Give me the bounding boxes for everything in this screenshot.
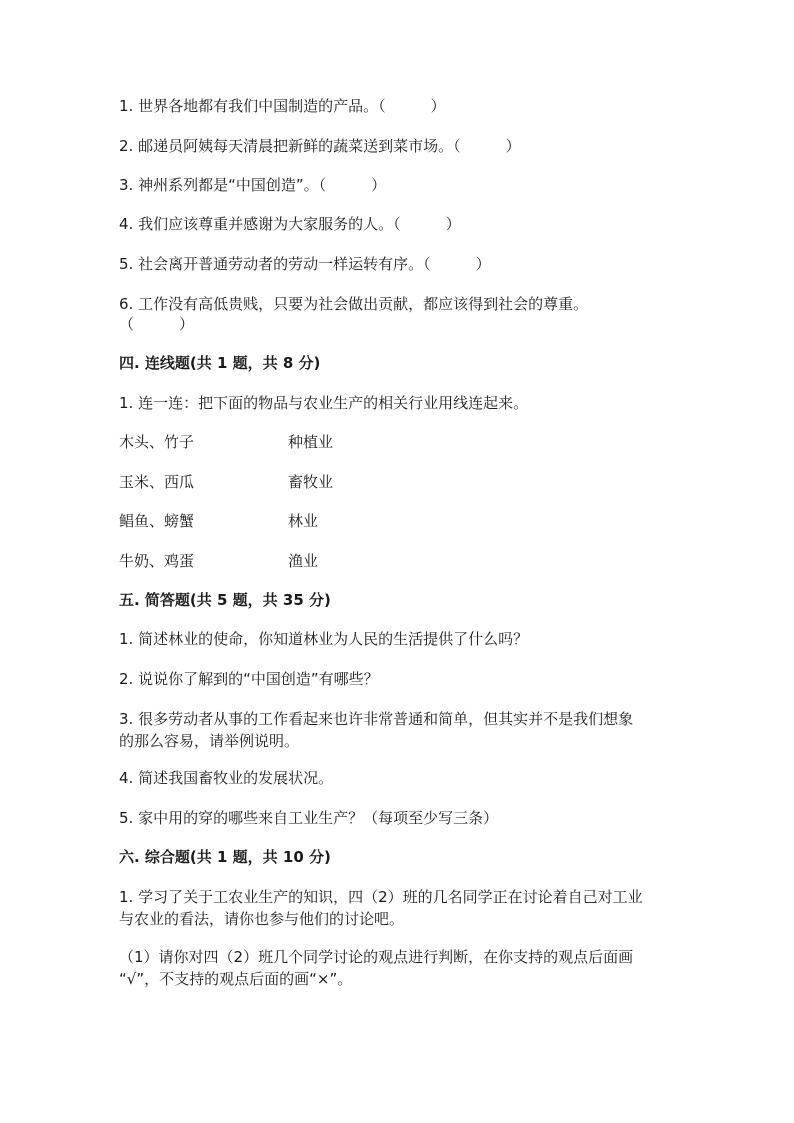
section-heading-matching: 四. 连线题(共 1 题，共 8 分)	[119, 354, 321, 372]
comprehensive-q1-line2: 与农业的看法，请你也参与他们的讨论吧。	[119, 910, 405, 928]
short-answer-q5: 5. 家中用的穿的哪些来自工业生产？（每项至少写三条）	[119, 809, 499, 827]
judgement-item-4: 4. 我们应该尊重并感谢为大家服务的人。（ ）	[119, 215, 461, 233]
comprehensive-q1-line1: 1. 学习了关于工农业生产的知识，四（2）班的几名同学正在讨论着自己对工业	[119, 888, 643, 906]
short-answer-q1: 1. 简述林业的使命，你知道林业为人民的生活提供了什么吗？	[119, 630, 529, 648]
comprehensive-sub1-line2: “√”，不支持的观点后面的画“×”。	[119, 970, 353, 988]
section-heading-short-answer: 五. 简答题(共 5 题，共 35 分)	[119, 591, 331, 609]
short-answer-q3-line1: 3. 很多劳动者从事的工作看起来也许非常普通和简单，但其实并不是我们想象	[119, 710, 634, 728]
judgement-item-5: 5. 社会离开普通劳动者的劳动一样运转有序。（ ）	[119, 255, 491, 273]
matching-left-item: 木头、竹子	[119, 433, 195, 451]
judgement-item-3: 3. 神州系列都是“中国创造”。（ ）	[119, 176, 387, 194]
judgement-item-6: 6. 工作没有高低贵贱，只要为社会做出贡献，都应该得到社会的尊重。	[119, 295, 589, 313]
judgement-item-2: 2. 邮递员阿姨每天清晨把新鲜的蔬菜送到菜市场。（ ）	[119, 137, 521, 155]
matching-left-item: 玉米、西瓜	[119, 473, 195, 491]
matching-question: 1. 连一连：把下面的物品与农业生产的相关行业用线连起来。	[119, 394, 529, 412]
matching-left-item: 牛奶、鸡蛋	[119, 552, 195, 570]
matching-left-item: 鲳鱼、螃蟹	[119, 512, 195, 530]
judgement-item-1: 1. 世界各地都有我们中国制造的产品。（ ）	[119, 97, 446, 115]
matching-right-item: 渔业	[288, 552, 319, 570]
matching-right-item: 种植业	[288, 433, 334, 451]
section-heading-comprehensive: 六. 综合题(共 1 题，共 10 分)	[119, 848, 331, 866]
short-answer-q3-line2: 的那么容易，请举例说明。	[119, 732, 300, 750]
matching-right-item: 林业	[288, 512, 319, 530]
short-answer-q4: 4. 简述我国畜牧业的发展状况。	[119, 769, 334, 787]
judgement-item-6-blank: （ ）	[119, 315, 195, 333]
short-answer-q2: 2. 说说你了解到的“中国创造”有哪些？	[119, 670, 379, 688]
matching-right-item: 畜牧业	[288, 473, 334, 491]
comprehensive-sub1-line1: （1）请你对四（2）班几个同学讨论的观点进行判断，在你支持的观点后面画	[119, 948, 634, 966]
